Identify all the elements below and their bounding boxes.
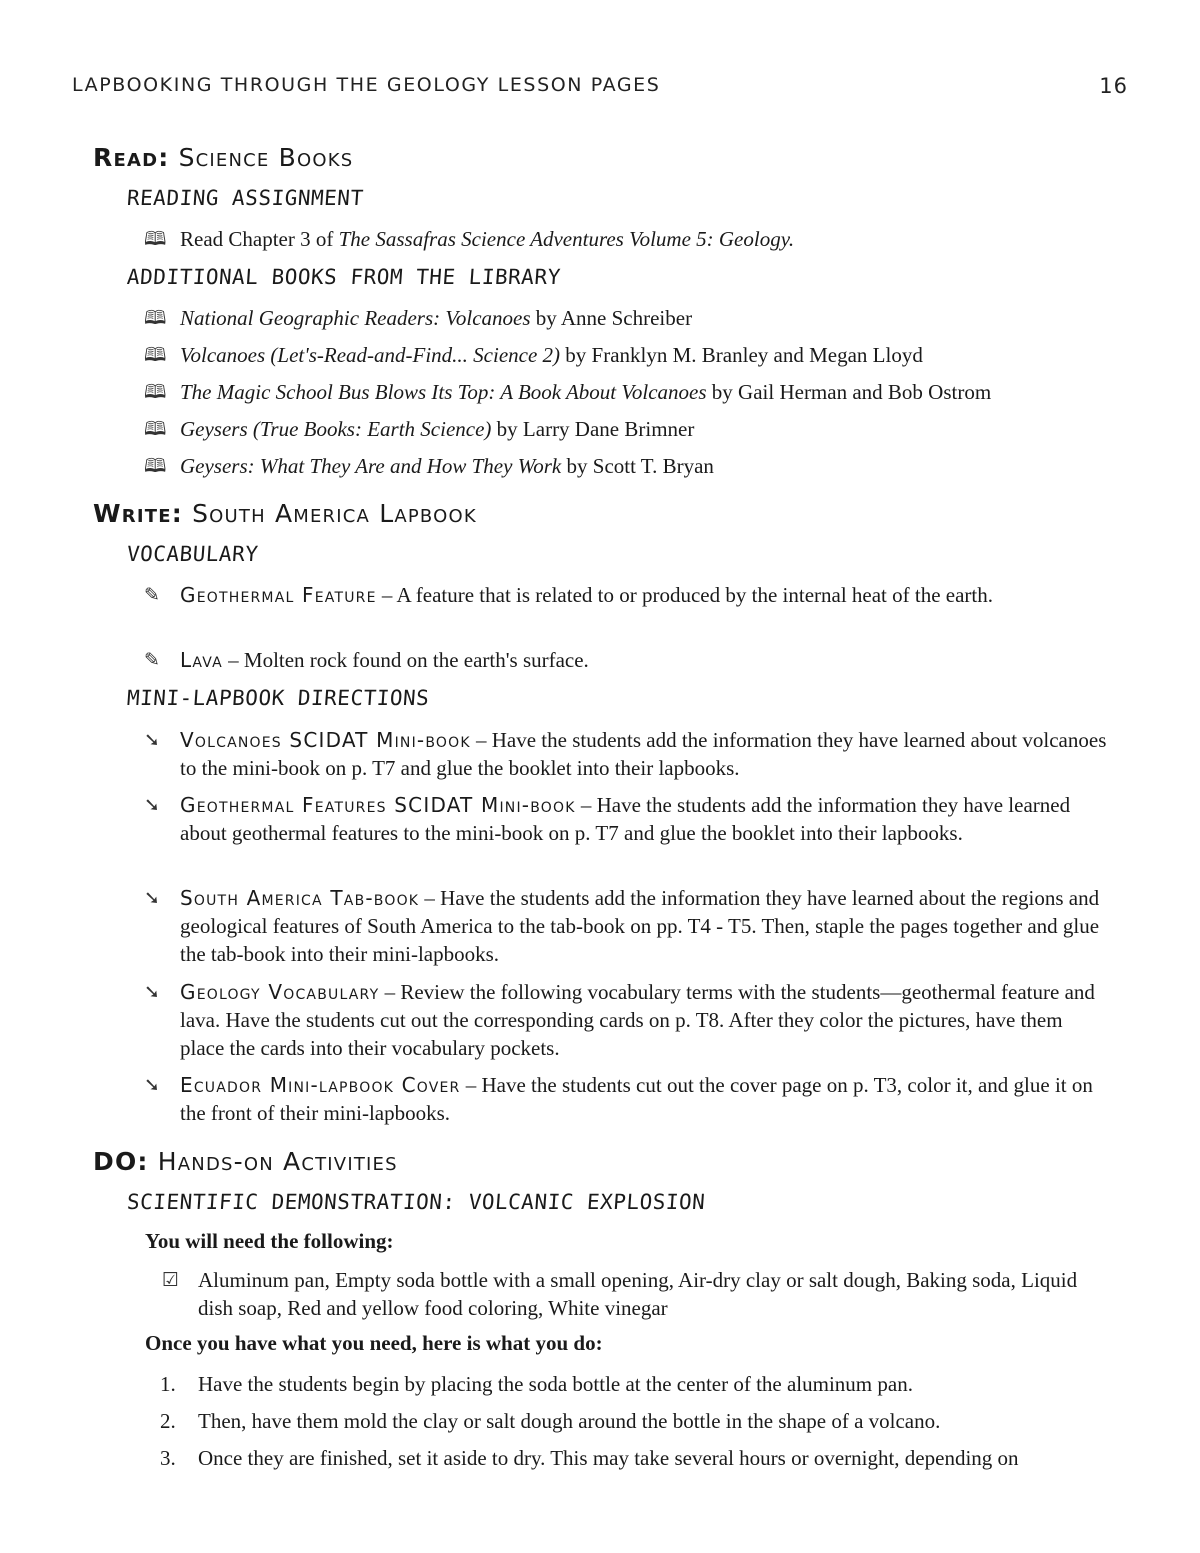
direction-item: Volcanoes SCIDAT Mini-book – Have the students add the information they have learned about volcanoes to the mini-book on p. T7 and glue the booklet into their lapbooks. <box>180 728 1107 780</box>
open-book-icon: 🕮 <box>144 228 167 250</box>
book-item: Geysers (True Books: Earth Science) by Larry Dane Brimner <box>180 417 695 441</box>
page-number: 16 <box>1099 74 1128 98</box>
supplies-label: You will need the following: <box>145 1229 394 1253</box>
direction-item: South America Tab-book – Have the students add the information they have learned about the regions and geological features of South America to the tab-book on pp. T4 - T5. Then, staple the pages together and glue the tab-book into their mini-lapbooks. <box>180 886 1100 966</box>
step-text: Once they are finished, set it aside to dry. This may take several hours or overnight, depending on <box>198 1446 1019 1470</box>
do-section-heading <box>93 1147 398 1176</box>
write-title: South America Lapbook <box>192 499 477 528</box>
open-book-icon: 🕮 <box>144 455 167 477</box>
step-text: Have the students begin by placing the soda bottle at the center of the aluminum pan. <box>198 1372 913 1396</box>
pushpin-icon: ➘ <box>144 981 160 1003</box>
step-number: 2. <box>160 1409 176 1433</box>
direction-item: Geology Vocabulary – Review the following vocabulary terms with the students—geothermal feature and lava. Have the students cut out the corresponding cards on p. T8. After they color the pictures, have them place the cards into their vocabulary pockets. <box>180 980 1095 1060</box>
open-book-icon: 🕮 <box>144 381 167 403</box>
reading-assignment-heading: READING ASSIGNMENT <box>126 186 365 210</box>
instructions-label: Once you have what you need, here is what you do: <box>145 1331 603 1355</box>
direction-item: Geothermal Features SCIDAT Mini-book – Have the students add the information they have learned about geothermal features to the mini-book on p. T7 and glue the booklet into their lapbooks. <box>180 793 1071 845</box>
do-label: DO: <box>93 1147 149 1176</box>
read-section-heading <box>93 143 353 172</box>
vocabulary-heading: VOCABULARY <box>126 542 260 566</box>
pushpin-icon: ➘ <box>144 1074 160 1096</box>
direction-item: Ecuador Mini-lapbook Cover – Have the students cut out the cover page on p. T3, color it, and glue it on the front of their mini-lapbooks. <box>180 1073 1093 1125</box>
write-label: Write: <box>93 499 183 528</box>
open-book-icon: 🕮 <box>144 418 167 440</box>
pushpin-icon: ➘ <box>144 887 160 909</box>
demonstration-heading: SCIENTIFIC DEMONSTRATION: VOLCANIC EXPLOSION <box>126 1190 707 1214</box>
do-title: Hands-on Activities <box>157 1147 398 1176</box>
vocabulary-item: Lava – Molten rock found on the earth's surface. <box>180 648 589 672</box>
write-section-heading <box>93 499 477 528</box>
vocabulary-item: Geothermal Feature – A feature that is related to or produced by the internal heat of the earth. <box>180 583 994 607</box>
checkbox-checked-icon: ☑ <box>162 1269 180 1291</box>
read-title: Science Books <box>178 143 354 172</box>
book-item: Volcanoes (Let's-Read-and-Find... Science 2) by Franklyn M. Branley and Megan Lloyd <box>180 343 923 367</box>
pencil-icon: ✎ <box>144 584 160 606</box>
pencil-icon: ✎ <box>144 649 160 671</box>
pushpin-icon: ➘ <box>144 729 160 751</box>
open-book-icon: 🕮 <box>144 344 167 366</box>
book-item: The Magic School Bus Blows Its Top: A Book About Volcanoes by Gail Herman and Bob Ostrom <box>180 380 992 404</box>
reading-assignment-item: Read Chapter 3 of The Sassafras Science Adventures Volume 5: Geology. <box>180 227 795 251</box>
step-text: Then, have them mold the clay or salt dough around the bottle in the shape of a volcano. <box>198 1409 941 1433</box>
pushpin-icon: ➘ <box>144 794 160 816</box>
book-item: Geysers: What They Are and How They Work by Scott T. Bryan <box>180 454 714 478</box>
open-book-icon: 🕮 <box>144 307 167 329</box>
book-item: National Geographic Readers: Volcanoes by Anne Schreiber <box>180 306 693 330</box>
read-label: Read: <box>93 143 170 172</box>
step-number: 3. <box>160 1446 176 1470</box>
running-header: LAPBOOKING THROUGH THE GEOLOGY LESSON PAGES <box>72 74 661 96</box>
mini-lapbook-heading: MINI-LAPBOOK DIRECTIONS <box>126 686 431 710</box>
supplies-list: Aluminum pan, Empty soda bottle with a small opening, Air-dry clay or salt dough, Baking soda, Liquid dish soap, Red and yellow food coloring, White vinegar <box>198 1268 1078 1320</box>
step-number: 1. <box>160 1372 176 1396</box>
additional-books-heading: ADDITIONAL BOOKS FROM THE LIBRARY <box>126 265 562 289</box>
